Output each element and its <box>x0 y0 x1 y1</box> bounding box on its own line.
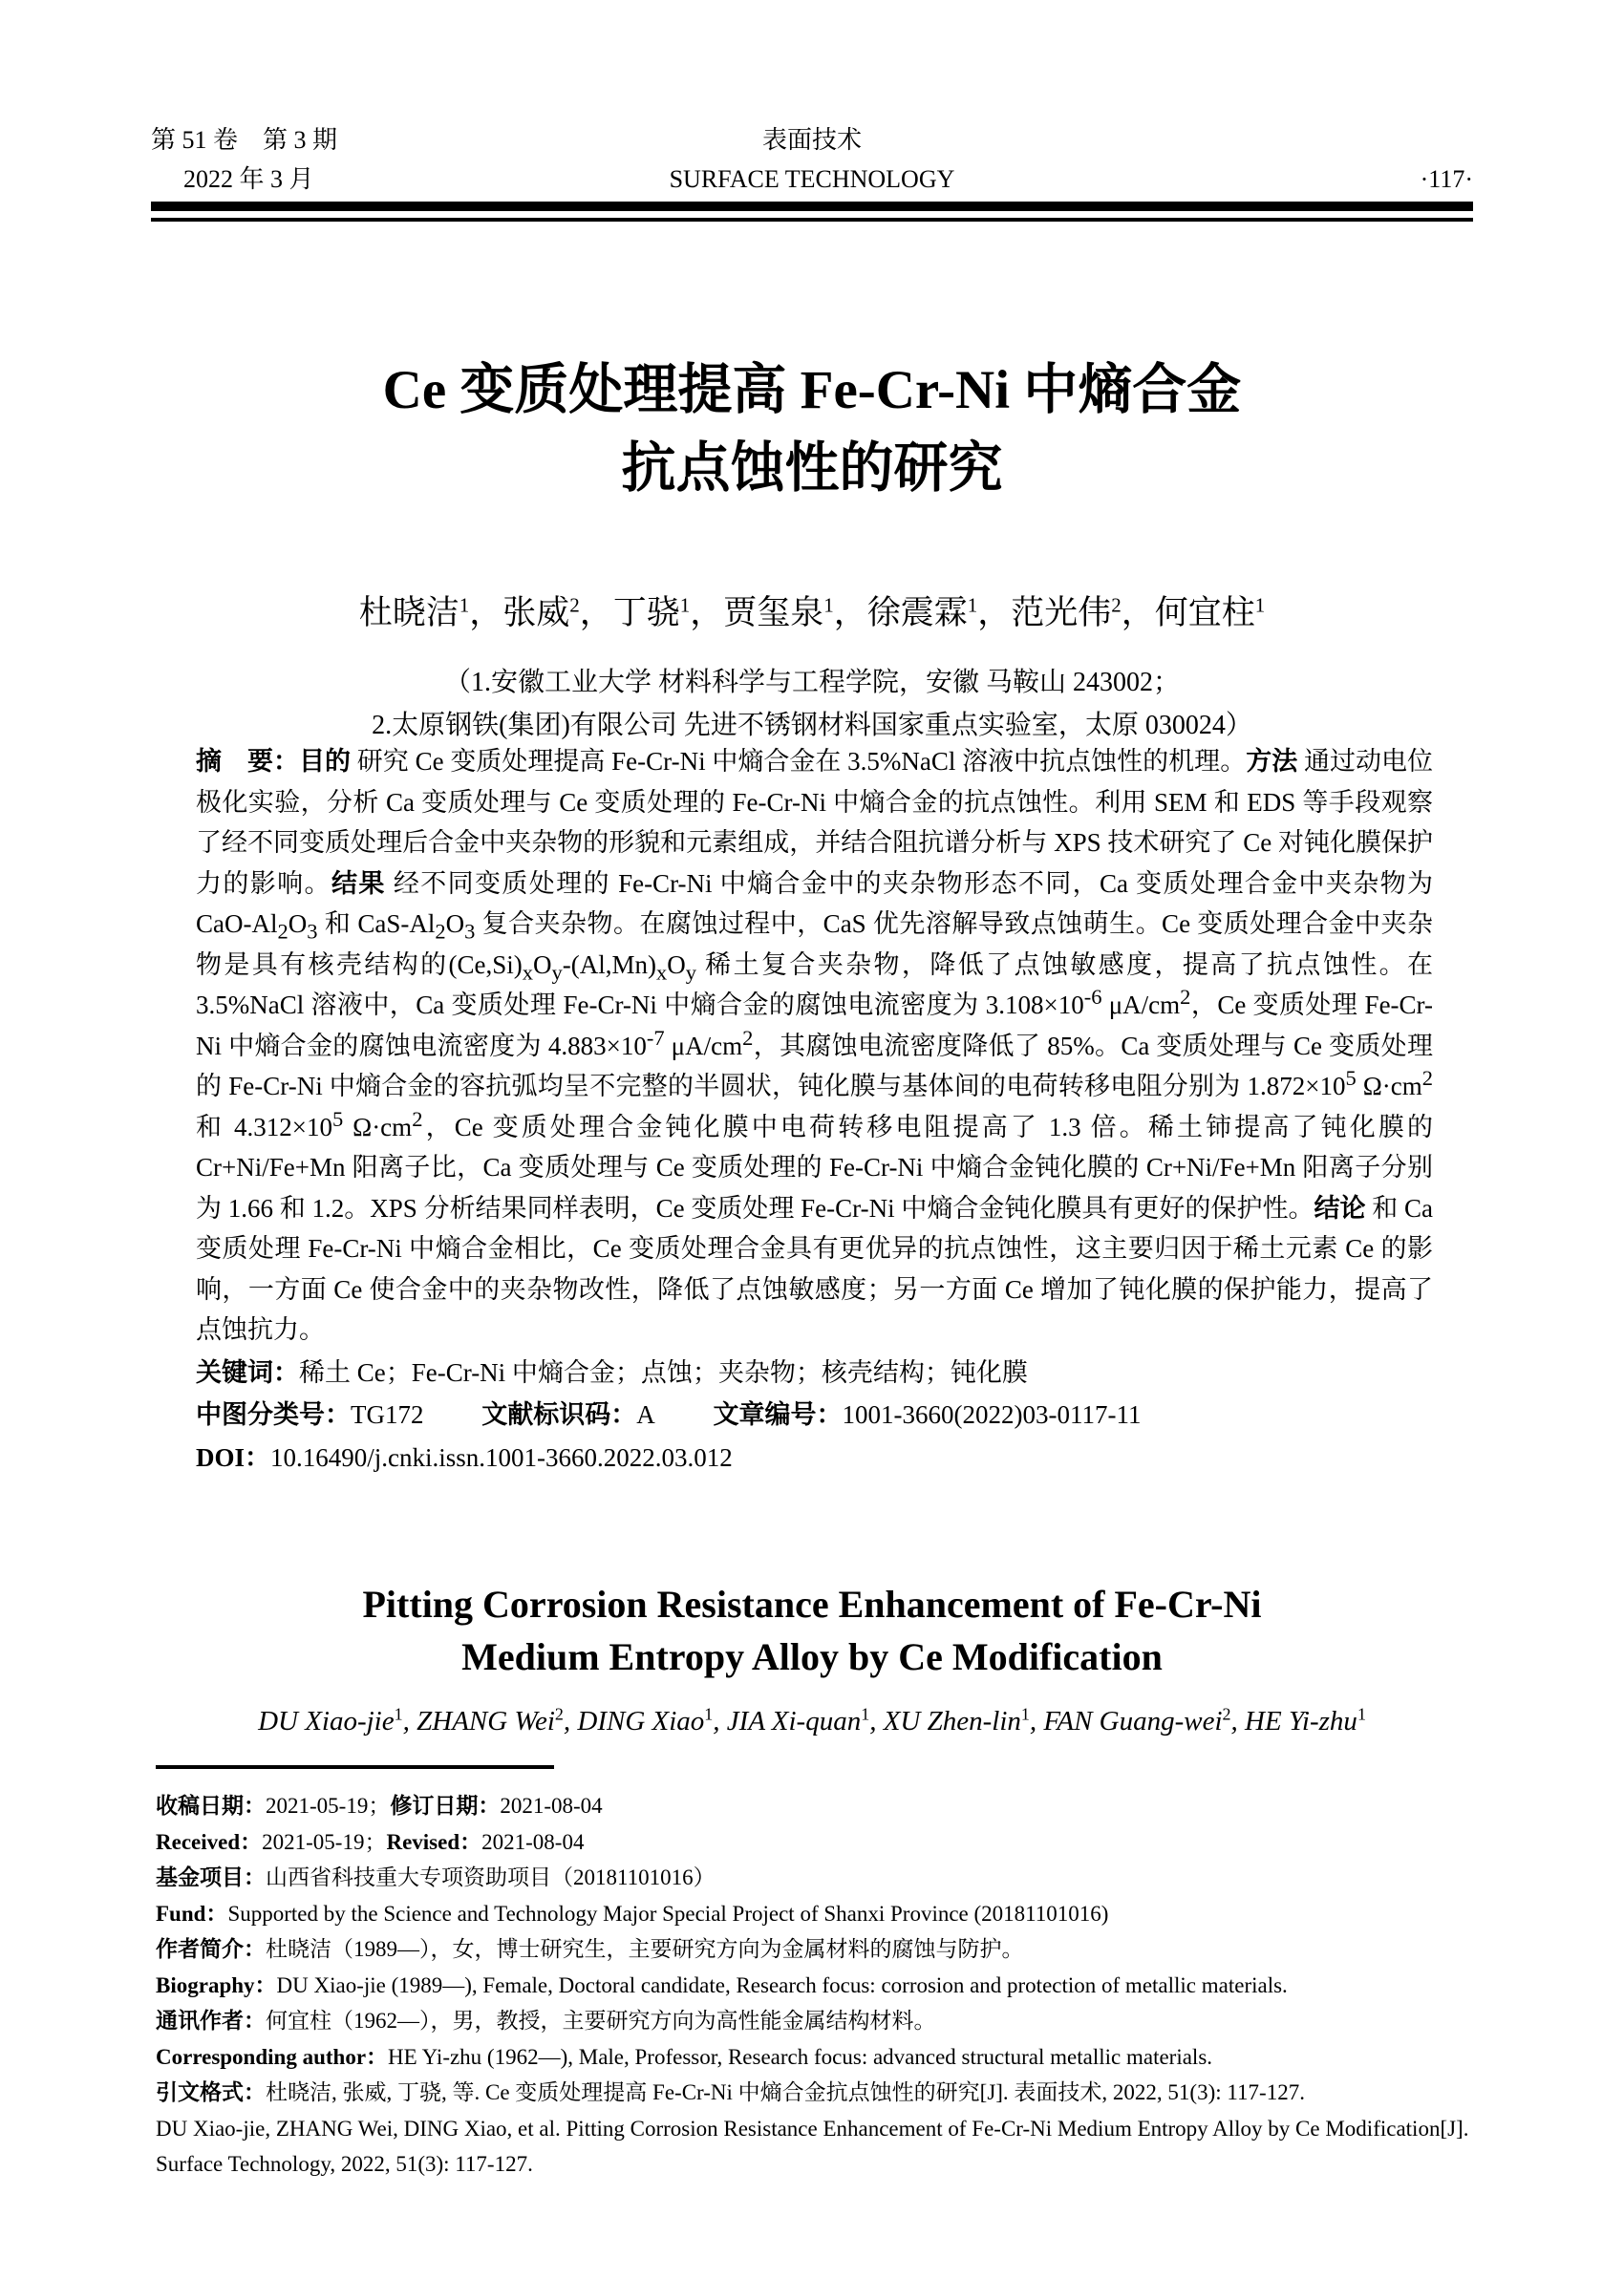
header-left <box>151 120 670 199</box>
footnote-biography-en: Biography：DU Xiao-jie (1989—), Female, Doctoral candidate, Research focus: corrosion and protection of metallic materials. <box>156 1972 1288 1997</box>
article-title-line1: Ce 变质处理提高 Fe-Cr-Ni 中熵合金 <box>382 360 1242 420</box>
footnote-citation-en-line1: DU Xiao-jie, ZHANG Wei, DING Xiao, et al. Pitting Corrosion Resistance Enhancement of Fe-Cr-Ni Medium Entropy Alloy by Ce Modification[J]. <box>156 2116 1469 2141</box>
document-code-label: 文献标识码： <box>481 1400 637 1429</box>
english-authors: DU Xiao-jie$^1$, ZHANG Wei$^2$, DING Xiao$^1$, JIA Xi-quan$^1$, XU Zhen-lin$^1$, FAN Guang-wei$^2$, HE Yi-zhu$^1$ <box>258 1704 1366 1737</box>
article-title-line2: 抗点蚀性的研究 <box>621 438 1003 499</box>
header-rule-thin <box>151 218 1473 222</box>
abstract-result-label: 结果 <box>331 868 386 898</box>
journal-title-en: SURFACE TECHNOLOGY <box>669 165 955 193</box>
keywords-label: 关键词： <box>196 1357 299 1387</box>
affiliation-2: 2.太原钢铁(集团)有限公司 先进不锈钢材料国家重点实验室，太原 030024） <box>372 711 1252 740</box>
clc-number <box>196 1400 424 1429</box>
footnotes <box>156 1788 1522 2183</box>
doi-value: 10.16490/j.cnki.issn.1001-3660.2022.03.012 <box>270 1442 733 1472</box>
english-title <box>0 1578 1624 1683</box>
journal-title-cn: 表面技术 <box>761 126 862 154</box>
abstract-objective-label: 目的 <box>299 747 352 776</box>
keywords-text: 稀土 Ce；Fe-Cr-Ni 中熵合金；点蚀；夹杂物；核壳结构；钝化膜 <box>299 1357 1028 1387</box>
authors-cn: 杜晓洁$^1$，张威$^2$，丁骁$^1$，贾玺泉$^1$，徐震霖$^1$，范光伟$^2$，何宜柱$^1$ <box>358 593 1266 631</box>
english-title-line1: Pitting Corrosion Resistance Enhancement of Fe-Cr-Ni <box>362 1583 1262 1626</box>
footnote-received-en: Received：2021-05-19；Revised：2021-08-04 <box>156 1829 585 1854</box>
volume-issue: 第 51 卷 第 3 期 <box>151 126 338 154</box>
article-title <box>0 352 1624 508</box>
header-center <box>670 120 955 199</box>
footnote-divider <box>156 1765 554 1769</box>
footnote-corresponding-en: Corresponding author：HE Yi-zhu (1962—), Male, Professor, Research focus: advanced structural metallic materials. <box>156 2044 1213 2069</box>
abstract-label: 摘 要： <box>196 747 300 776</box>
english-title-line2: Medium Entropy Alloy by Ce Modification <box>461 1635 1163 1678</box>
abstract <box>196 741 1433 1351</box>
footnote-received-cn: 收稿日期：2021-05-19；修订日期：2021-08-04 <box>156 1794 603 1818</box>
footnote-citation-en-line2: Surface Technology, 2022, 51(3): 117-127. <box>156 2152 533 2176</box>
footnote-fund-en: Fund：Supported by the Science and Technology Major Special Project of Shanxi Province (20181101016) <box>156 1901 1109 1926</box>
affiliations <box>0 661 1624 747</box>
article-id-value: 1001-3660(2022)03-0117-11 <box>842 1400 1142 1429</box>
doi-line <box>196 1438 1433 1479</box>
document-code <box>481 1400 655 1429</box>
clc-number-label: 中图分类号： <box>196 1400 351 1429</box>
footnote-biography-cn: 作者简介：杜晓洁（1989—），女，博士研究生，主要研究方向为金属材料的腐蚀与防护。 <box>156 1937 1024 1961</box>
article-id <box>714 1400 1142 1429</box>
abstract-result-text: 经不同变质处理的 Fe-Cr-Ni 中熵合金中的夹杂物形态不同，Ca 变质处理合金中夹杂物为 CaO-$Al_2O_3$ 和 CaS-$Al_2O_3$ 复合夹杂物。在腐蚀过程中，CaS 优先溶解导致点蚀萌生。Ce 变质处理合金中夹杂物是具有核壳结构的$(Ce,Si)_xO_y-(Al,Mn)_xO_y$ 稀土复合夹杂物，降低了点蚀敏感度，提高了抗点蚀性。在 3.5%NaCl 溶液中，Ca 变质处理 Fe-Cr-Ni 中熵合金的腐蚀电流密度为 $3.108\times 10^{-6}$ $\mu A/cm^2$，Ce 变质处理 Fe-Cr-Ni 中熵合金的腐蚀电流密度为 $4.883\times 10^{-7}$ $\mu A/cm^2$，其腐蚀电流密度降低了 85%。Ca 变质处理与 Ce 变质处理的 Fe-Cr-Ni 中熵合金的容抗弧均呈不完整的半圆状，钝化膜与基体间的电荷转移电阻分别为 $1.872\times 10^5$ $\Omega\cdot cm^2$ 和 $4.312\times 10^5$ $\Omega\cdot cm^2$，Ce 变质处理合金钝化膜中电荷转移电阻提高了 1.3 倍。稀土铈提高了钝化膜的 Cr+Ni/Fe+Mn 阳离子比，Ca 变质处理与 Ce 变质处理的 Fe-Cr-Ni 中熵合金钝化膜的 Cr+Ni/Fe+Mn 阳离子分别为 1.66 和 1.2。XPS 分析结果同样表明，Ce 变质处理 Fe-Cr-Ni 中熵合金钝化膜具有更好的保护性。 <box>196 868 1434 1223</box>
clc-number-value: TG172 <box>351 1400 424 1429</box>
affiliation-1: （1.安徽工业大学 材料科学与工程学院，安徽 马鞍山 243002； <box>443 668 1180 697</box>
footnote-citation-cn: 引文格式：杜晓洁, 张威, 丁骁, 等. Ce 变质处理提高 Fe-Cr-Ni 中熵合金抗点蚀性的研究[J]. 表面技术, 2022, 51(3): 117-127. <box>156 2080 1305 2104</box>
doi-label: DOI： <box>196 1442 271 1472</box>
abstract-conclusion-text: 和 Ca 变质处理 Fe-Cr-Ni 中熵合金相比，Ce 变质处理合金具有更优异的抗点蚀性，这主要归因于稀土元素 Ce 的影响，一方面 Ce 使合金中的夹杂物改性，降低了点蚀敏感度；另一方面 Ce 增加了钝化膜的保护能力，提高了点蚀抗力。 <box>196 1193 1433 1344</box>
keywords-line <box>196 1353 1433 1394</box>
front-matter <box>196 741 1433 1478</box>
footnote-corresponding-cn: 通讯作者：何宜柱（1962—），男，教授，主要研究方向为高性能金属结构材料。 <box>156 2009 936 2033</box>
header-rule-thick <box>151 202 1473 211</box>
page-number: ·117· <box>1420 165 1473 193</box>
document-code-value: A <box>636 1400 655 1429</box>
abstract-method-text: 通过动电位极化实验，分析 Ca 变质处理与 Ce 变质处理的 Fe-Cr-Ni 中熵合金的抗点蚀性。利用 SEM 和 EDS 等手段观察了经不同变质处理后合金中夹杂物的形貌和元素组成，并结合阻抗谱分析与 XPS 技术研究了 Ce 对钝化膜保护力的影响。 <box>196 747 1434 898</box>
abstract-method-label: 方法 <box>1246 747 1298 776</box>
issue-date: 2022 年 3 月 <box>183 165 314 193</box>
footnote-fund-cn: 基金项目：山西省科技重大专项资助项目（20181101016） <box>156 1865 716 1889</box>
article-id-label: 文章编号： <box>713 1400 843 1429</box>
abstract-conclusion-label: 结论 <box>1314 1193 1366 1223</box>
classification-line <box>196 1395 1433 1436</box>
journal-header <box>151 120 1473 199</box>
abstract-objective-text: 研究 Ce 变质处理提高 Fe-Cr-Ni 中熵合金在 3.5%NaCl 溶液中抗点蚀性的机理。 <box>351 747 1247 776</box>
